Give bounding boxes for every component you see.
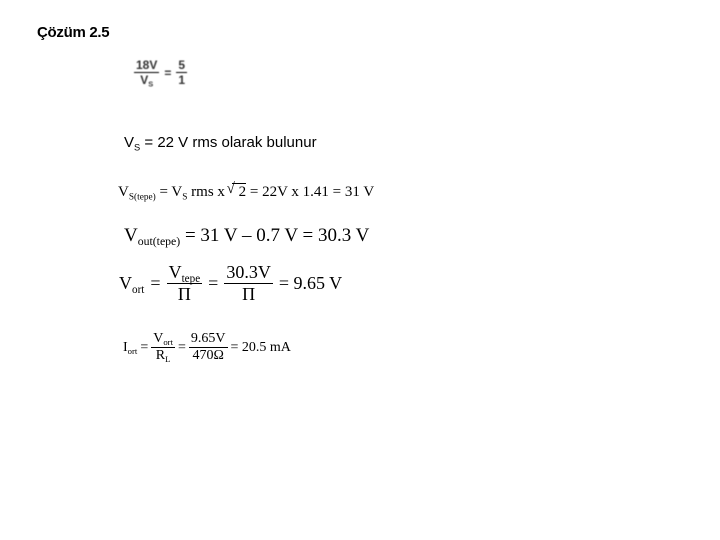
solution-title: Çözüm 2.5 (37, 24, 110, 41)
ratio-left-numerator: 18V (136, 58, 158, 72)
ratio-right-numerator: 5 (178, 58, 186, 72)
vpeak-over-pi-fraction: $\frac{V_{tepe}}{\Pi}$ (168, 262, 201, 304)
equals-sign: = (177, 339, 186, 355)
equals-sign: = (164, 65, 172, 80)
vout-peak-equation: $V_{out(tepe)} = 31$ V – 0.7 V = 30.3 V (124, 225, 370, 249)
vs-rms-equation: $V_S = 22$ V rms olarak bulunur (124, 134, 317, 153)
equals-sign: = (150, 273, 161, 293)
vavg-equation (119, 262, 342, 305)
numeric-over-pi-fraction: $\frac{30.3V}{\Pi}$ (226, 262, 271, 304)
vavg-result: = 9.65 V (278, 273, 343, 293)
equals-sign: = (140, 339, 149, 355)
vs-rms-result: = 22 V rms olarak bulunur (144, 134, 317, 151)
ratio-left-denominator: $V_S$ (140, 73, 154, 89)
equals-sign: = (208, 273, 219, 293)
ratio-left-fraction (134, 58, 159, 87)
iavg-lhs: $I_{ort}$ (123, 339, 138, 356)
vavg-over-rl-fraction: $\frac{V_{ort}}{R_L}$ (153, 331, 173, 365)
ratio-equation (134, 58, 187, 87)
square-root-icon: √ 2 (232, 183, 247, 201)
ratio-right-denominator: 1 (178, 73, 186, 87)
iavg-result: = 20.5 mA (230, 339, 291, 355)
ratio-right-fraction (176, 58, 187, 87)
iavg-equation (123, 331, 291, 364)
vs-peak-equation: $V_{S(tepe)} = V_S$ rms x √ 2 = 22V x 1.41 = 31 V (118, 183, 374, 201)
vavg-lhs: $V_{ort}$ (119, 273, 145, 296)
numeric-current-fraction: $\frac{9.65V}{470\Omega}$ (190, 331, 226, 363)
